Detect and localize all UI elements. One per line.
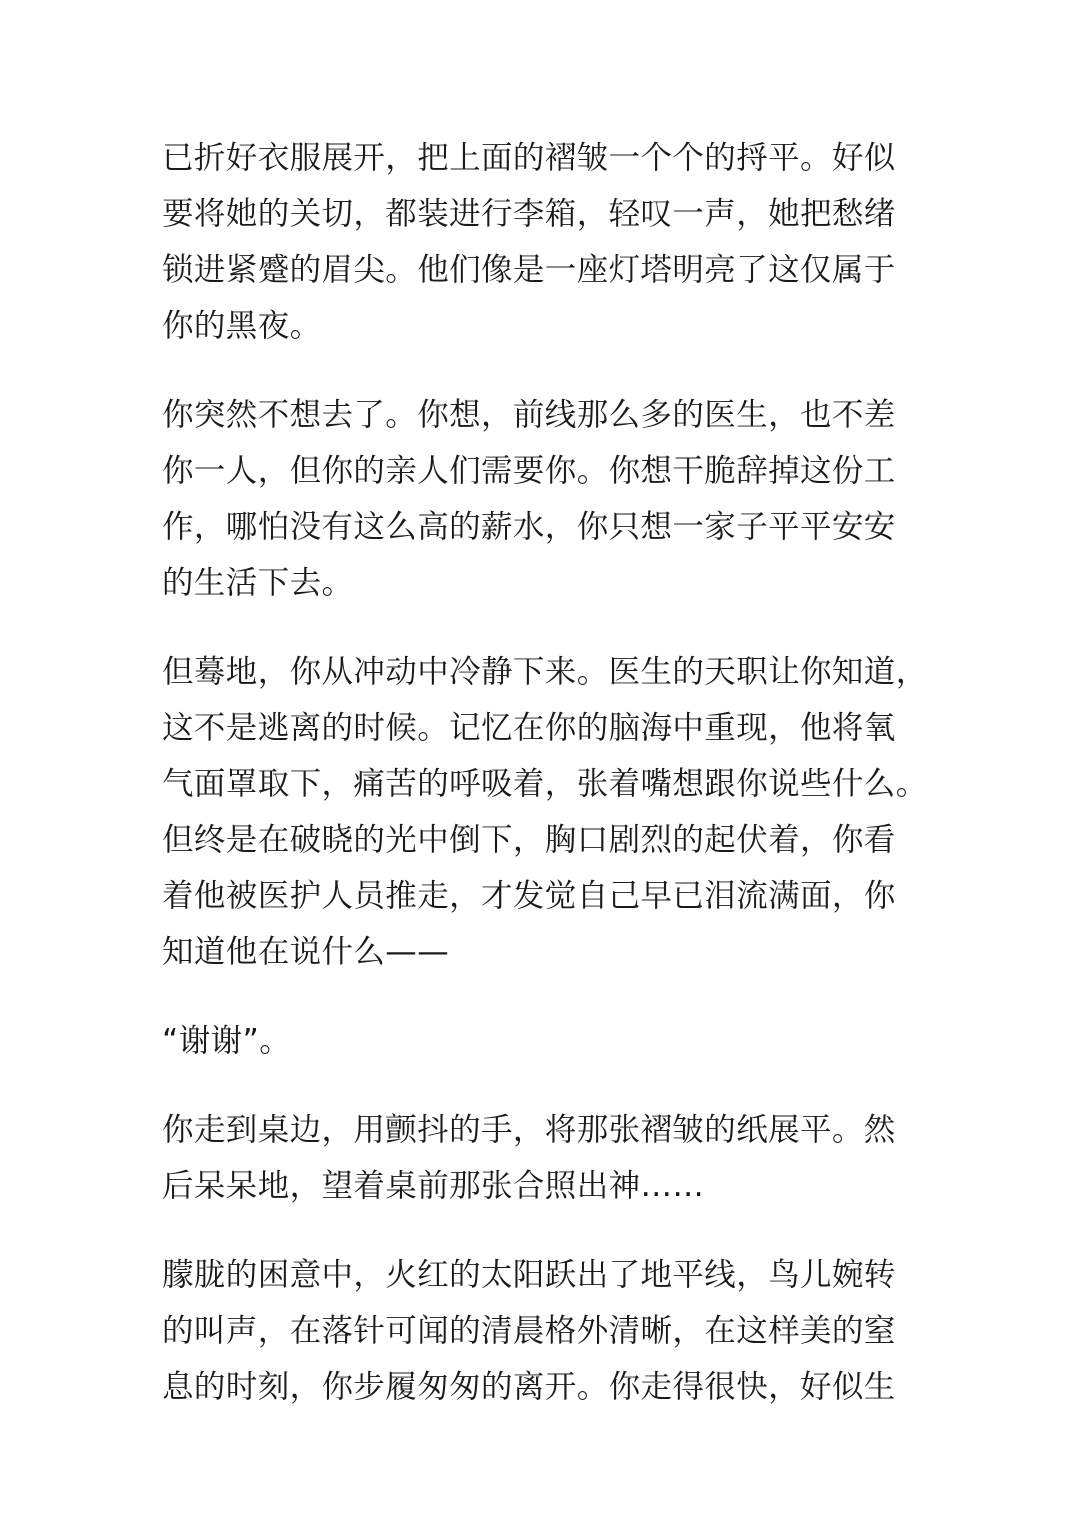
text-line: 但蓦地，你从冲动中冷静下来。医生的天职让你知道， [162, 654, 928, 690]
text-line: 的叫声，在落针可闻的清晨格外清晰，在这样美的窒 [162, 1313, 896, 1349]
text-line: 要将她的关切，都装进行李箱，轻叹一声，她把愁绪 [162, 196, 896, 232]
text-line: 着他被医护人员推走，才发觉自己早已泪流满面，你 [162, 878, 896, 914]
text-line: 朦胧的困意中，火红的太阳跃出了地平线，鸟儿婉转 [162, 1257, 896, 1293]
text-line: 你突然不想去了。你想，前线那么多的医生，也不差 [162, 397, 896, 433]
text-line: 你走到桌边，用颤抖的手，将那张褶皱的纸展平。然 [162, 1112, 896, 1148]
text-line: 锁进紧蹙的眉尖。他们像是一座灯塔明亮了这仅属于 [162, 252, 896, 288]
paragraph-6 [162, 1247, 918, 1415]
paragraph-3 [162, 644, 928, 980]
text-line: 这不是逃离的时候。记忆在你的脑海中重现，他将氧 [162, 710, 896, 746]
paragraph-quote [162, 1013, 918, 1069]
paragraph-5 [162, 1102, 918, 1214]
text-line: 你一人，但你的亲人们需要你。你想干脆辞掉这份工 [162, 453, 896, 489]
paragraph-1 [162, 130, 918, 354]
text-line: 但终是在破晓的光中倒下，胸口剧烈的起伏着，你看 [162, 822, 896, 858]
paragraph-2 [162, 387, 918, 611]
text-line: 息的时刻，你步履匆匆的离开。你走得很快，好似生 [162, 1369, 896, 1405]
article-body [162, 130, 928, 1448]
text-line: 知道他在说什么—— [162, 934, 450, 970]
text-line: 已折好衣服展开，把上面的褶皱一个个的捋平。好似 [162, 140, 896, 176]
text-line: 的生活下去。 [162, 565, 354, 601]
text-line: 气面罩取下，痛苦的呼吸着，张着嘴想跟你说些什么。 [162, 766, 928, 802]
text-line: 后呆呆地，望着桌前那张合照出神…… [162, 1168, 705, 1204]
text-line: 作，哪怕没有这么高的薪水，你只想一家子平平安安 [162, 509, 896, 545]
quote-line: “谢谢”。 [162, 1023, 292, 1059]
text-line: 你的黑夜。 [162, 308, 322, 344]
